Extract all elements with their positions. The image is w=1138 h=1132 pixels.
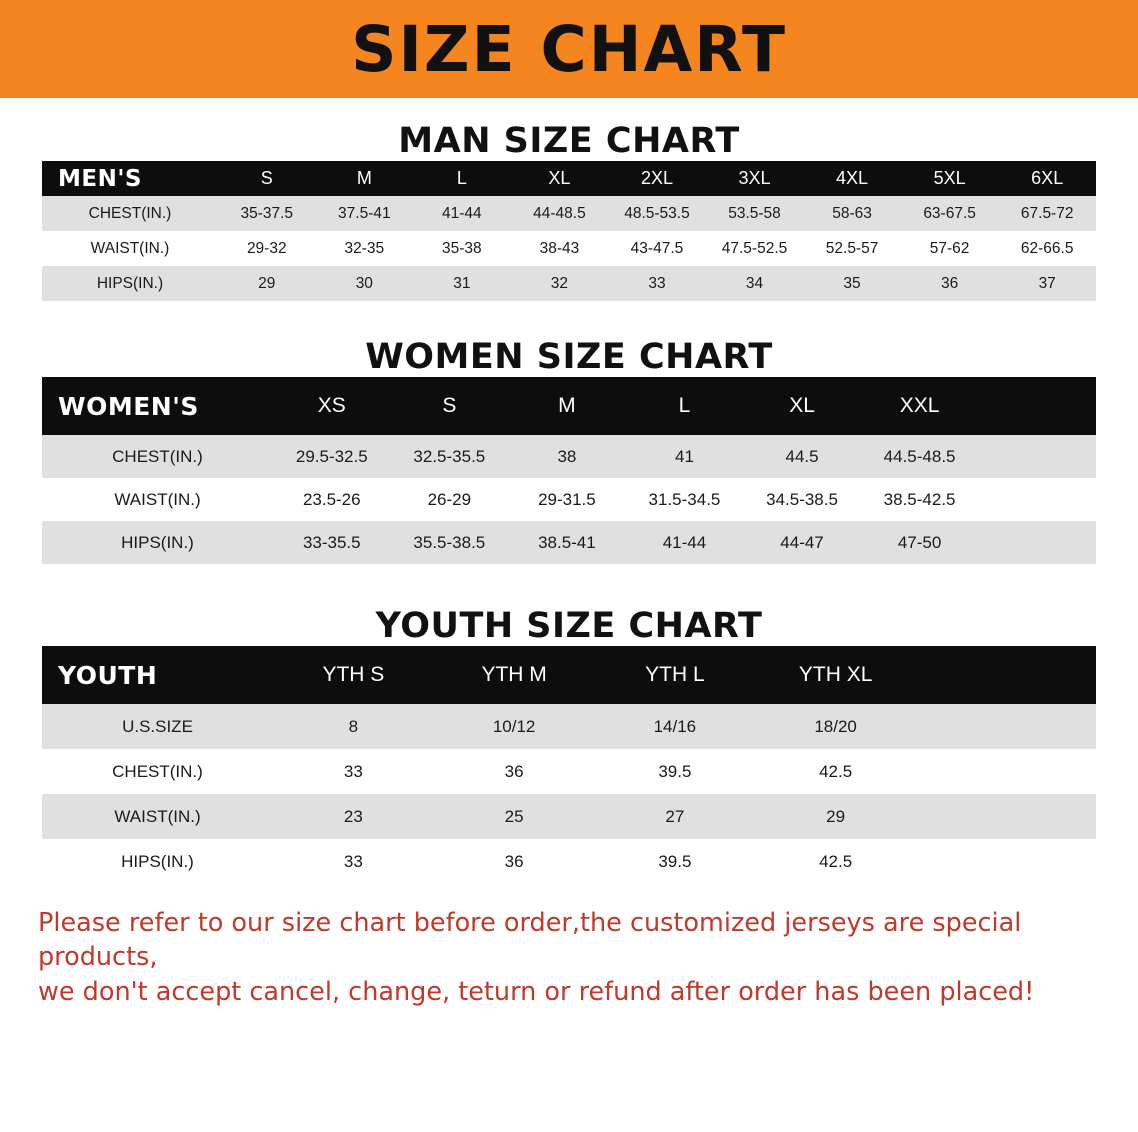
men-waist-6xl: 62-66.5: [998, 231, 1096, 266]
youth-hips-spacer: [916, 839, 1096, 884]
women-table-wrap: [0, 377, 1138, 564]
youth-chest-l: 39.5: [595, 749, 756, 794]
women-row-label-waist: WAIST(IN.): [42, 478, 273, 521]
table-row: [42, 839, 1096, 884]
men-chest-s: 35-37.5: [218, 196, 316, 231]
women-hips-m: 38.5-41: [508, 521, 626, 564]
men-hips-5xl: 36: [901, 266, 999, 301]
women-waist-s: 26-29: [391, 478, 509, 521]
table-row: [42, 266, 1096, 301]
women-table-head: [42, 377, 1096, 435]
youth-section-heading: YOUTH SIZE CHART: [375, 606, 763, 646]
youth-row-label-ussize: U.S.SIZE: [42, 704, 273, 749]
men-chest-4xl: 58-63: [803, 196, 901, 231]
youth-table-head: [42, 646, 1096, 704]
women-col-1: XS: [273, 377, 391, 435]
men-waist-5xl: 57-62: [901, 231, 999, 266]
youth-row-label-chest: CHEST(IN.): [42, 749, 273, 794]
men-col-5: 2XL: [608, 161, 706, 196]
table-row: [42, 704, 1096, 749]
men-chest-xl: 44-48.5: [511, 196, 609, 231]
women-col-6: XXL: [861, 377, 979, 435]
youth-hips-l: 39.5: [595, 839, 756, 884]
women-waist-xs: 23.5-26: [273, 478, 391, 521]
men-table-head: [42, 161, 1096, 196]
men-hips-m: 30: [316, 266, 414, 301]
youth-hips-s: 33: [273, 839, 434, 884]
men-col-6: 3XL: [706, 161, 804, 196]
men-hips-3xl: 34: [706, 266, 804, 301]
men-hips-xl: 32: [511, 266, 609, 301]
table-row: [42, 749, 1096, 794]
men-chest-6xl: 67.5-72: [998, 196, 1096, 231]
men-hips-l: 31: [413, 266, 511, 301]
men-col-2: M: [316, 161, 414, 196]
women-hips-s: 35.5-38.5: [391, 521, 509, 564]
youth-table-wrap: [0, 646, 1138, 884]
youth-col-4: YTH XL: [755, 646, 916, 704]
women-waist-m: 29-31.5: [508, 478, 626, 521]
women-col-5: XL: [743, 377, 861, 435]
youth-ussize-spacer: [916, 704, 1096, 749]
youth-waist-m: 25: [434, 794, 595, 839]
youth-ussize-xl: 18/20: [755, 704, 916, 749]
youth-header-row: [42, 646, 1096, 704]
men-chest-l: 41-44: [413, 196, 511, 231]
youth-col-1: YTH S: [273, 646, 434, 704]
youth-waist-spacer: [916, 794, 1096, 839]
men-col-7: 4XL: [803, 161, 901, 196]
women-chest-l: 41: [626, 435, 744, 478]
men-col-3: L: [413, 161, 511, 196]
women-size-table: [42, 377, 1096, 564]
policy-note-line-2: we don't accept cancel, change, teturn or refund after order has been placed!: [38, 976, 1035, 1007]
men-col-4: XL: [511, 161, 609, 196]
women-section-heading: WOMEN SIZE CHART: [365, 337, 773, 377]
women-waist-spacer: [978, 478, 1096, 521]
men-corner-label: MEN'S: [42, 161, 218, 196]
women-row-label-chest: CHEST(IN.): [42, 435, 273, 478]
youth-table-body: [42, 704, 1096, 884]
youth-ussize-l: 14/16: [595, 704, 756, 749]
women-hips-xxl: 47-50: [861, 521, 979, 564]
table-row: [42, 231, 1096, 266]
men-chest-3xl: 53.5-58: [706, 196, 804, 231]
women-corner-label: WOMEN'S: [42, 377, 273, 435]
table-row: [42, 794, 1096, 839]
women-chest-m: 38: [508, 435, 626, 478]
youth-waist-s: 23: [273, 794, 434, 839]
women-hips-l: 41-44: [626, 521, 744, 564]
youth-waist-xl: 29: [755, 794, 916, 839]
women-hips-xl: 44-47: [743, 521, 861, 564]
women-chest-s: 32.5-35.5: [391, 435, 509, 478]
men-chest-2xl: 48.5-53.5: [608, 196, 706, 231]
policy-note-line-1: Please refer to our size chart before order,the customized jerseys are special products,: [38, 908, 1022, 973]
men-chest-m: 37.5-41: [316, 196, 414, 231]
youth-size-table: [42, 646, 1096, 884]
men-hips-6xl: 37: [998, 266, 1096, 301]
women-table-body: [42, 435, 1096, 564]
youth-col-2: YTH M: [434, 646, 595, 704]
men-hips-2xl: 33: [608, 266, 706, 301]
men-size-table: [42, 161, 1096, 301]
women-row-label-hips: HIPS(IN.): [42, 521, 273, 564]
youth-waist-l: 27: [595, 794, 756, 839]
youth-row-label-hips: HIPS(IN.): [42, 839, 273, 884]
women-chest-xl: 44.5: [743, 435, 861, 478]
table-row: [42, 196, 1096, 231]
men-row-label-chest: CHEST(IN.): [42, 196, 218, 231]
men-waist-l: 35-38: [413, 231, 511, 266]
page-title: SIZE CHART: [351, 12, 787, 86]
table-row: [42, 435, 1096, 478]
men-col-9: 6XL: [998, 161, 1096, 196]
youth-chest-xl: 42.5: [755, 749, 916, 794]
men-waist-s: 29-32: [218, 231, 316, 266]
women-hips-xs: 33-35.5: [273, 521, 391, 564]
page-banner: [0, 0, 1138, 98]
women-waist-xxl: 38.5-42.5: [861, 478, 979, 521]
men-chest-5xl: 63-67.5: [901, 196, 999, 231]
men-waist-3xl: 47.5-52.5: [706, 231, 804, 266]
policy-note: [0, 906, 1138, 1009]
men-row-label-hips: HIPS(IN.): [42, 266, 218, 301]
youth-col-3: YTH L: [595, 646, 756, 704]
men-waist-2xl: 43-47.5: [608, 231, 706, 266]
women-col-4: L: [626, 377, 744, 435]
men-waist-4xl: 52.5-57: [803, 231, 901, 266]
men-table-wrap: [0, 161, 1138, 301]
women-chest-xs: 29.5-32.5: [273, 435, 391, 478]
men-header-row: [42, 161, 1096, 196]
youth-chest-spacer: [916, 749, 1096, 794]
women-waist-l: 31.5-34.5: [626, 478, 744, 521]
men-row-label-waist: WAIST(IN.): [42, 231, 218, 266]
youth-col-spacer: [916, 646, 1096, 704]
women-col-3: M: [508, 377, 626, 435]
youth-ussize-m: 10/12: [434, 704, 595, 749]
women-header-row: [42, 377, 1096, 435]
men-hips-4xl: 35: [803, 266, 901, 301]
men-table-body: [42, 196, 1096, 301]
table-row: [42, 478, 1096, 521]
table-row: [42, 521, 1096, 564]
youth-chest-m: 36: [434, 749, 595, 794]
men-col-8: 5XL: [901, 161, 999, 196]
youth-corner-label: YOUTH: [42, 646, 273, 704]
men-col-1: S: [218, 161, 316, 196]
women-col-2: S: [391, 377, 509, 435]
women-chest-spacer: [978, 435, 1096, 478]
youth-hips-m: 36: [434, 839, 595, 884]
women-hips-spacer: [978, 521, 1096, 564]
youth-hips-xl: 42.5: [755, 839, 916, 884]
men-waist-xl: 38-43: [511, 231, 609, 266]
men-hips-s: 29: [218, 266, 316, 301]
women-chest-xxl: 44.5-48.5: [861, 435, 979, 478]
women-waist-xl: 34.5-38.5: [743, 478, 861, 521]
men-waist-m: 32-35: [316, 231, 414, 266]
youth-chest-s: 33: [273, 749, 434, 794]
women-col-spacer: [978, 377, 1096, 435]
youth-row-label-waist: WAIST(IN.): [42, 794, 273, 839]
youth-ussize-s: 8: [273, 704, 434, 749]
men-section-heading: MAN SIZE CHART: [398, 121, 740, 161]
